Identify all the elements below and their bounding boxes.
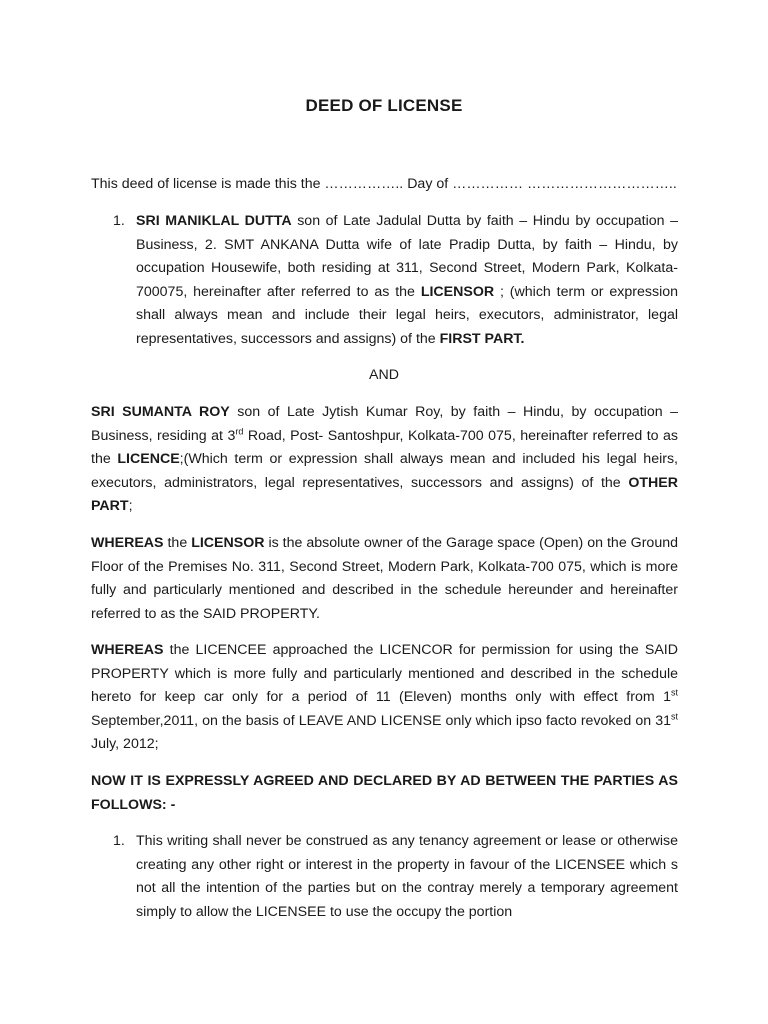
agreement-heading: NOW IT IS EXPRESSLY AGREED AND DECLARED BY AD BETWEEN THE PARTIES AS FOLLOWS: - — [91, 773, 678, 813]
intro-line: This deed of license is made this the …………….. Day of …………… ………………………….. — [91, 176, 677, 192]
party-two-name: SRI SUMANTA ROY — [91, 404, 230, 420]
clause-one — [91, 830, 678, 924]
party-one-name: SRI MANIKLAL DUTTA — [136, 213, 292, 229]
party-one-clause — [91, 210, 678, 351]
party-two-definition: ;(Which term or expression shall always mean and included his legal heirs, executors, administrators, legal representatives, successors and assigns) of the — [91, 451, 678, 491]
party-one-definition: ; (which term or expression shall always mean and include their legal heirs, executors, administrator, legal representatives, successors and assigns) of the — [136, 283, 679, 347]
document-title: DEED OF LICENSE — [305, 96, 463, 115]
clause-one-text: This writing shall never be construed as any tenancy agreement or lease or otherwise creating any other right or interest in the property in favour of the LICENSEE which s not all the intention of the parties but on the contray merely a temporary agreement simply to allow the LICENSEE to use the occupy the portion — [136, 833, 678, 920]
other-part-label: OTHER PART — [91, 474, 678, 514]
ordinal-suffix: rd — [235, 425, 244, 436]
clause-number: 1. — [113, 833, 125, 849]
party-two-address: Road, Post- Santoshpur, Kolkata-700 075, hereinafter referred to as the — [91, 427, 678, 467]
permission-end-text: July, 2012; — [91, 736, 159, 752]
whereas-permission-paragraph — [91, 639, 678, 757]
party-two-details: son of Late Jytish Kumar Roy, by faith – Hindu, by occupation – Business, residing at 3 — [91, 404, 678, 444]
licence-label: LICENCE — [117, 451, 180, 467]
licensor-label: LICENSOR — [420, 283, 495, 300]
party-one-details: son of Late Jadulal Dutta by faith – Hindu by occupation – Business, 2. SMT ANKANA Dutta wife of late Pradip Dutta, by faith – Hindu, by occupation Housewife, both residing at 311, Second Street, Modern Park, Kolkata-700075, hereinafter after referred to as the — [136, 213, 678, 300]
and-separator: AND — [369, 367, 399, 383]
permission-text: the LICENCEE approached the LICENCOR for permission for using the SAID PROPERTY which is more fully and particularly mentioned and described in the schedule hereto for keep car only for a period of 11 (Eleven) months only with effect from 1 — [91, 642, 678, 705]
clause-number: 1. — [113, 213, 125, 229]
whereas-text: the — [163, 535, 192, 551]
whereas-label: WHEREAS — [91, 642, 164, 658]
party-two-paragraph — [91, 401, 678, 519]
whereas-ownership-paragraph — [91, 532, 678, 626]
permission-period-text: September,2011, on the basis of LEAVE AND LICENSE only which ipso facto revoked on 31 — [91, 712, 671, 729]
first-part-label: FIRST PART. — [439, 330, 525, 347]
ordinal-suffix: st — [670, 710, 678, 721]
ownership-text: is the absolute owner of the Garage space (Open) on the Ground Floor of the Premises No. 311, Second Street, Modern Park, Kolkata-700 075, which is more fully and particularly mentioned and described in the schedule hereunder and hereinafter referred to as the SAID PROPERTY. — [91, 535, 678, 622]
licensor-label: LICENSOR — [191, 535, 265, 551]
ordinal-suffix: st — [670, 687, 678, 698]
party-two-end: ; — [128, 498, 133, 514]
whereas-label: WHEREAS — [91, 535, 164, 551]
party-one-text — [136, 210, 678, 351]
